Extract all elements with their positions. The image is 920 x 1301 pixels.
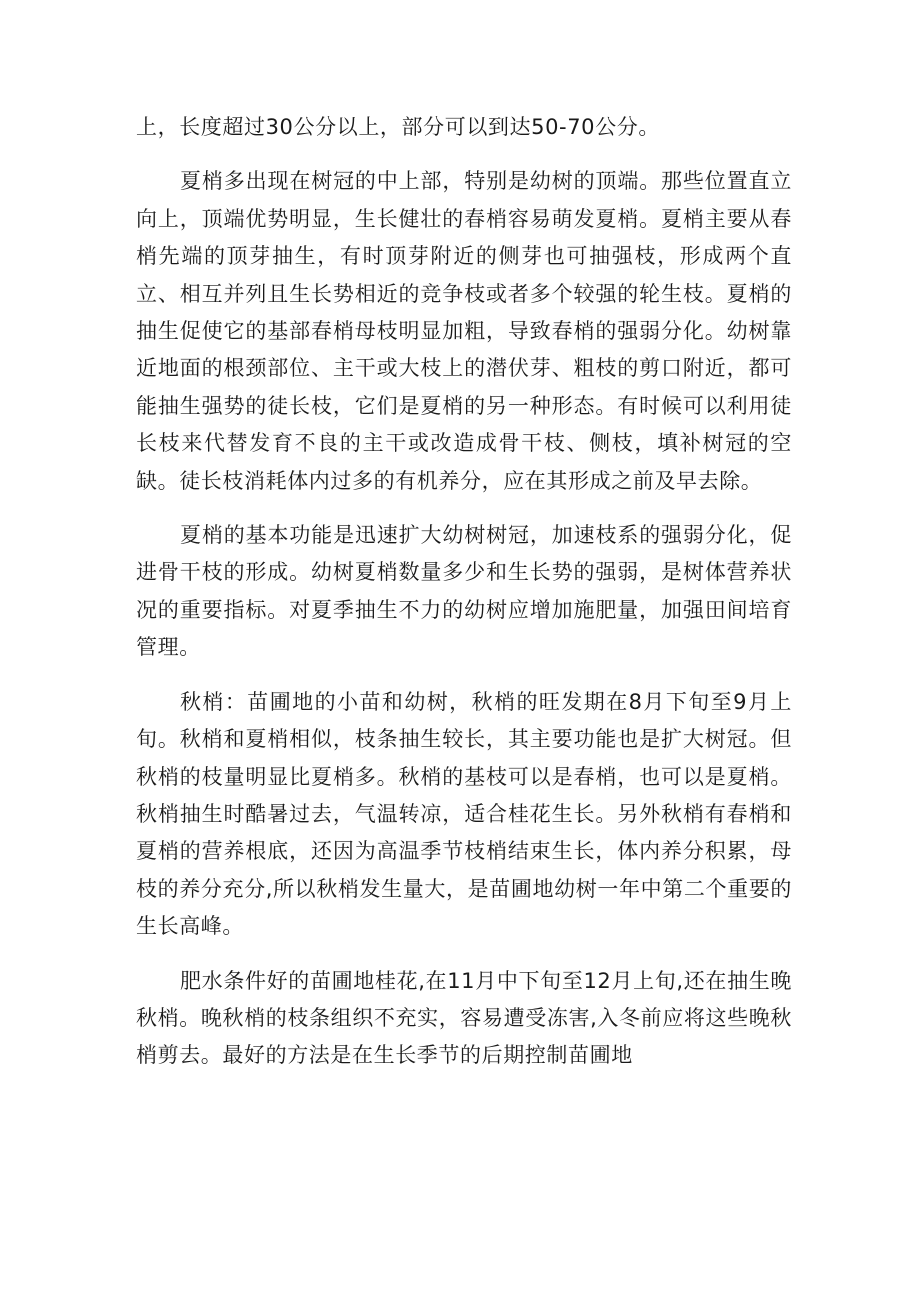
paragraph-summer-shoot-function: 夏梢的基本功能是迅速扩大幼树树冠，加速枝系的强弱分化，促进骨干枝的形成。幼树夏梢数量多少和生长势的强弱，是树体营养状况的重要指标。对夏季抽生不力的幼树应增加施肥量，加强田间培育管理。: [136, 523, 792, 660]
document-body: [136, 109, 792, 1092]
paragraph-autumn-shoot: 秋梢：苗圃地的小苗和幼树，秋梢的旺发期在8月下旬至9月上旬。秋梢和夏梢相似，枝条抽生较长，其主要功能也是扩大树冠。但秋梢的枝量明显比夏梢多。秋梢的基枝可以是春梢，也可以是夏梢。秋梢抽生时酷暑过去，气温转凉，适合桂花生长。另外秋梢有春梢和夏梢的营养根底，还因为高温季节枝梢结束生长，体内养分积累，母枝的养分充分,所以秋梢发生量大，是苗圃地幼树一年中第二个重要的生长高峰。: [136, 689, 792, 939]
paragraph-late-autumn-shoot: 肥水条件好的苗圃地桂花,在11月中下旬至12月上旬,还在抽生晚秋梢。晚秋梢的枝条组织不充实，容易遭受冻害,入冬前应将这些晚秋梢剪去。最好的方法是在生长季节的后期控制苗圃地: [136, 968, 792, 1068]
paragraph-summer-shoot: 夏梢多出现在树冠的中上部，特别是幼树的顶端。那些位置直立向上，顶端优势明显，生长健壮的春梢容易萌发夏梢。夏梢主要从春梢先端的顶芽抽生，有时顶芽附近的侧芽也可抽强枝，形成两个直立、相互并列且生长势相近的竞争枝或者多个较强的轮生枝。夏梢的抽生促使它的基部春梢母枝明显加粗，导致春梢的强弱分化。幼树靠近地面的根颈部位、主干或大枝上的潜伏芽、粗枝的剪口附近，都可能抽生强势的徒长枝，它们是夏梢的另一种形态。有时候可以利用徒长枝来代替发育不良的主干或改造成骨干枝、侧枝，填补树冠的空缺。徒长枝消耗体内过多的有机养分，应在其形成之前及早去除。: [136, 169, 792, 493]
paragraph-continuation: 上，长度超过30公分以上，部分可以到达50-70公分。: [136, 115, 660, 139]
